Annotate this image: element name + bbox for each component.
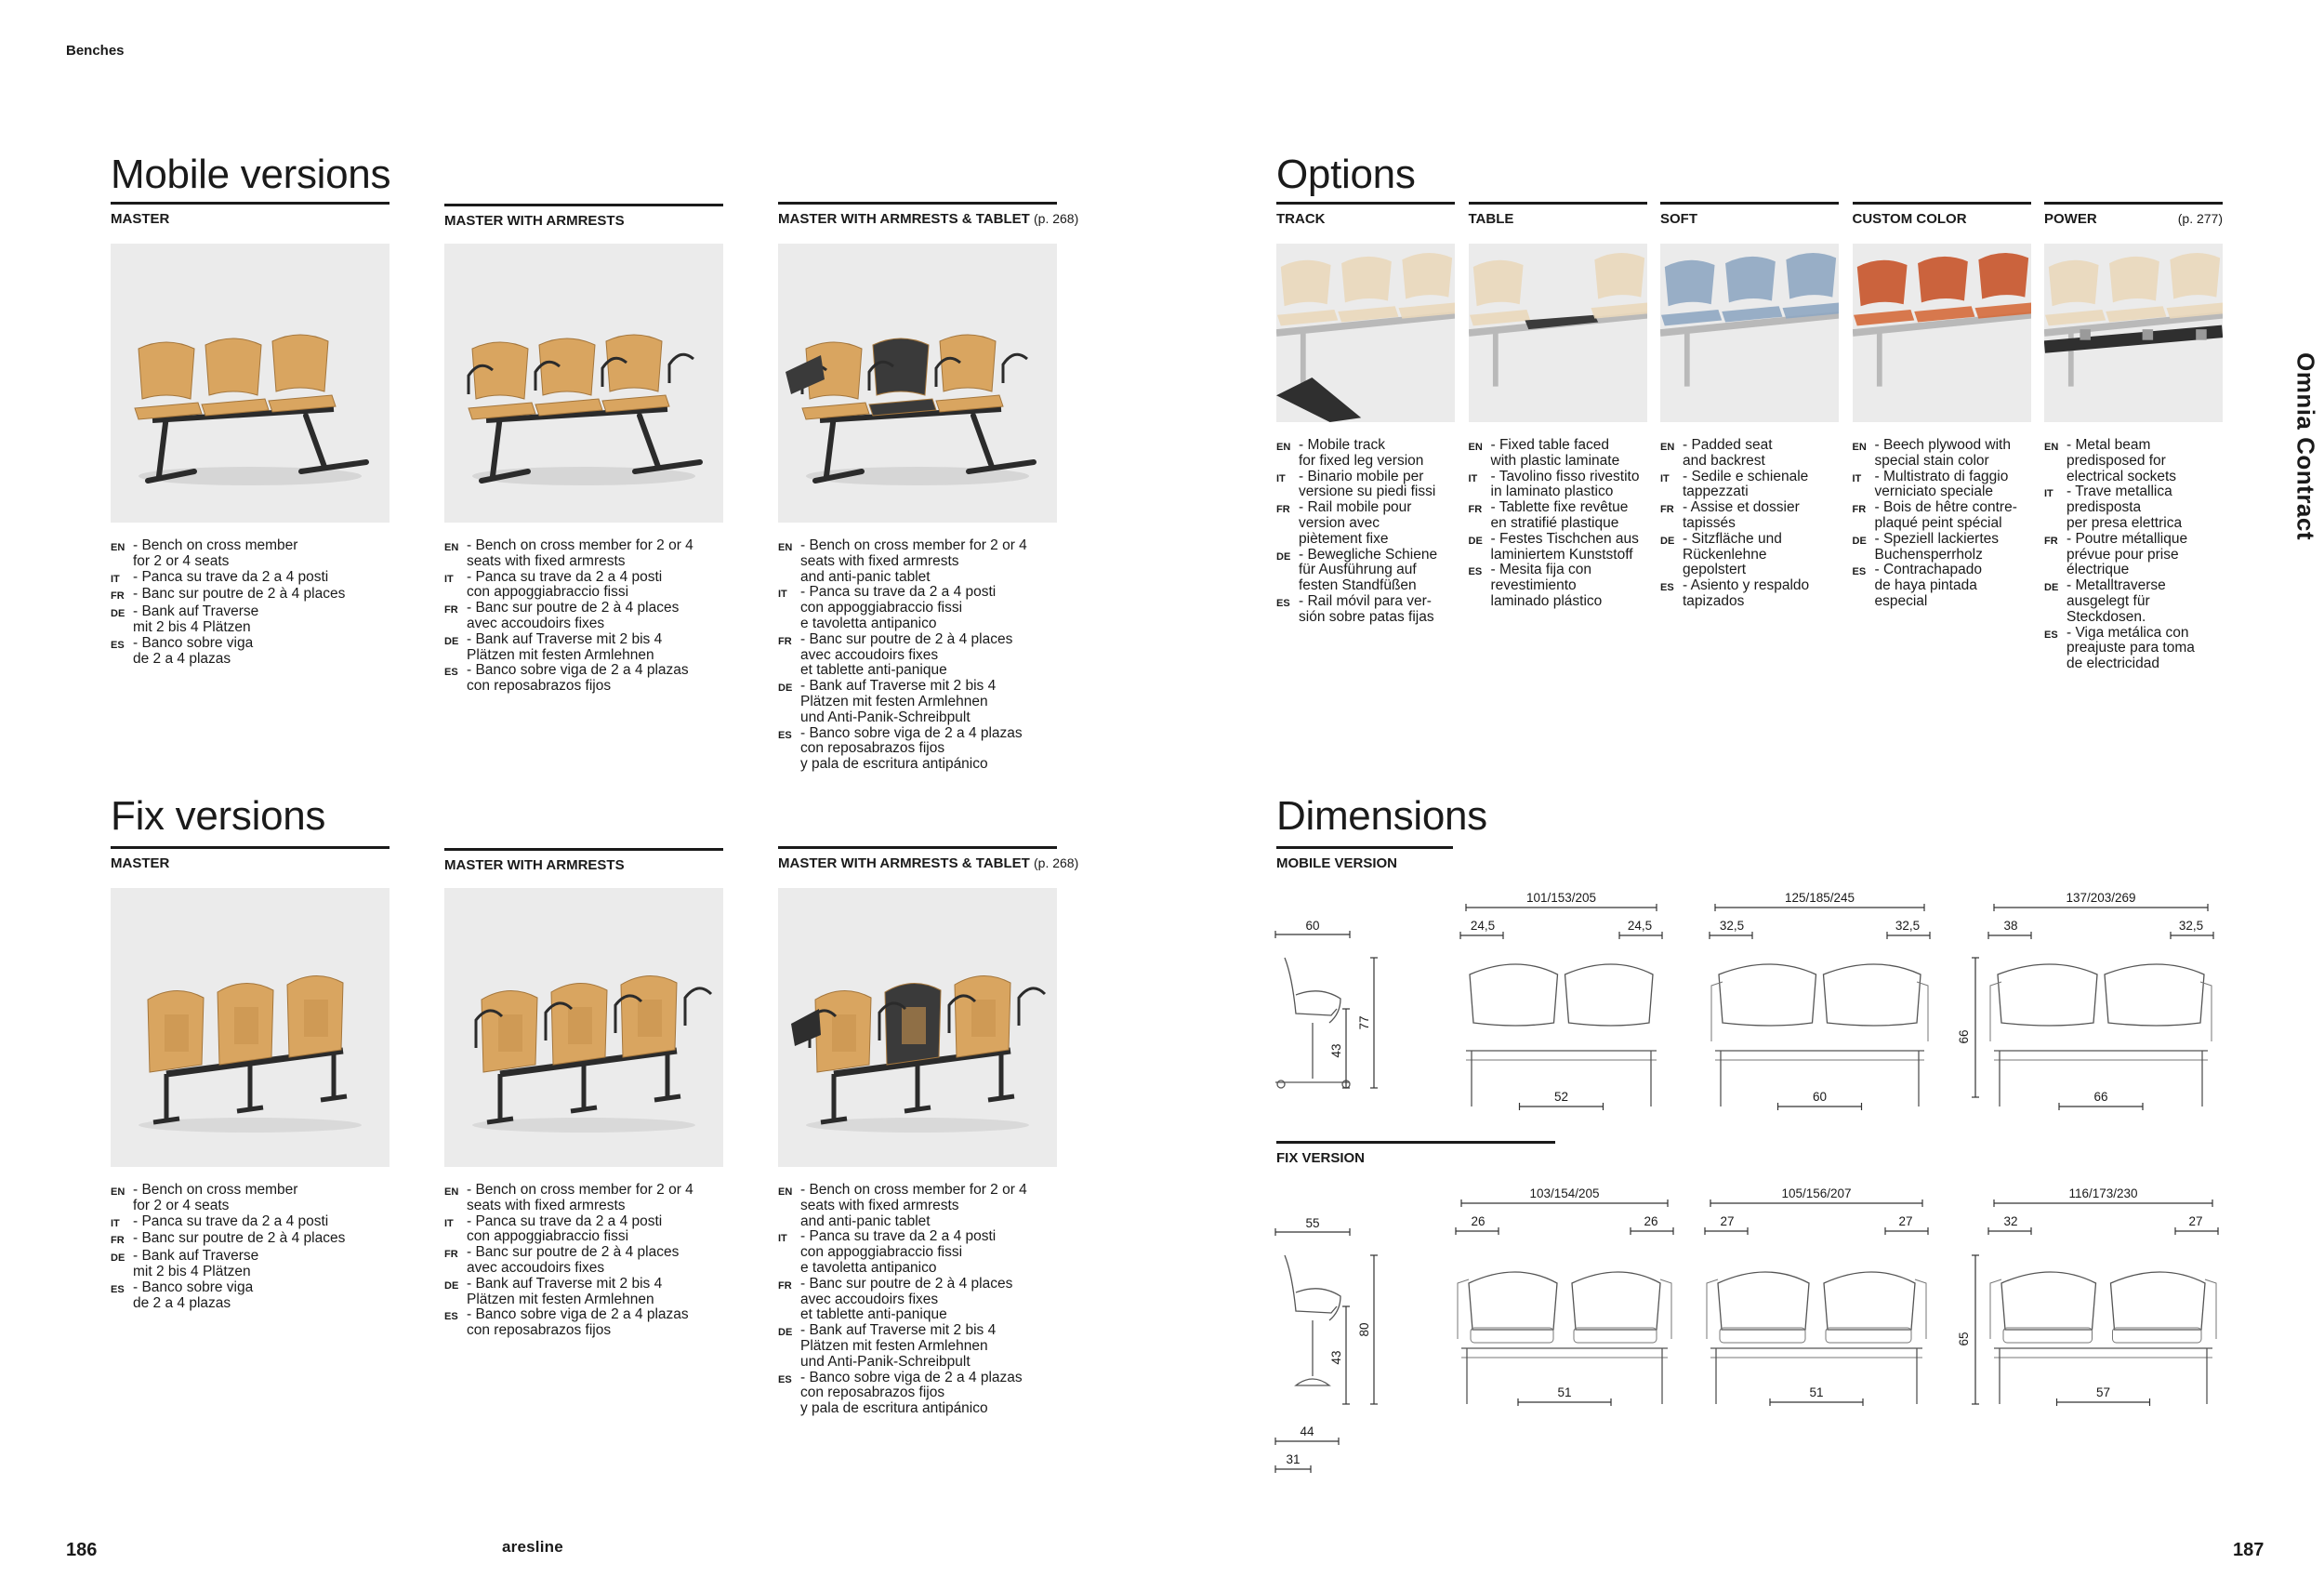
desc-row xyxy=(778,1323,1076,1370)
lang-code: FR xyxy=(1660,504,1674,516)
option-photo xyxy=(1853,244,2031,422)
bench-illustration xyxy=(444,244,723,523)
desc-row xyxy=(111,587,408,604)
lang-code: ES xyxy=(444,1311,458,1323)
desc-row xyxy=(778,1277,1076,1323)
lang-code: FR xyxy=(444,604,458,616)
page-number-right: 187 xyxy=(2233,1540,2265,1560)
dimension-label: 51 xyxy=(1809,1385,1824,1399)
option-illustration xyxy=(1660,244,1839,422)
option-rule xyxy=(1853,202,2031,205)
desc-text: - Contrachapado de haya pintada especial xyxy=(1874,562,1982,609)
desc-text: - Rail móvil para ver- sión sobre patas fijas xyxy=(1299,592,1434,625)
desc-row xyxy=(1660,438,1846,470)
option-description xyxy=(1276,438,1462,626)
lang-code: ES xyxy=(1660,582,1674,594)
desc-row xyxy=(111,636,408,668)
desc-text: - Bench on cross member for 2 or 4 seats with fixed armrests and anti-panic tablet xyxy=(800,537,1027,585)
option-title xyxy=(1660,211,1839,227)
column-rule xyxy=(111,202,390,205)
desc-row xyxy=(778,1183,1076,1229)
option-description xyxy=(2044,438,2230,672)
desc-text: - Festes Tischchen aus laminiertem Kunststoff xyxy=(1490,530,1639,563)
lang-code: ES xyxy=(1276,597,1290,609)
desc-row xyxy=(111,1214,408,1232)
lang-code: FR xyxy=(2044,535,2058,547)
desc-text: - Banc sur poutre de 2 à 4 places avec accoudoirs fixes xyxy=(467,1244,680,1276)
lang-code: FR xyxy=(444,1249,458,1261)
option-illustration xyxy=(1469,244,1647,422)
lang-code: ES xyxy=(1852,566,1867,578)
desc-row xyxy=(111,604,408,636)
dimension-label: 27 xyxy=(1898,1214,1913,1228)
dimension-label: 24,5 xyxy=(1627,919,1653,933)
column-rule xyxy=(444,848,723,851)
column-title xyxy=(778,211,1078,227)
desc-row xyxy=(1276,470,1462,501)
desc-row xyxy=(111,1183,408,1214)
column-rule xyxy=(778,846,1057,849)
product-description xyxy=(778,1183,1076,1417)
desc-text: - Bois de hêtre contre- plaqué peint spécial xyxy=(1874,499,2017,531)
dimension-label: 103/154/205 xyxy=(1529,1186,1600,1200)
desc-row xyxy=(444,1183,742,1214)
lang-code: ES xyxy=(444,667,458,679)
lang-code: EN xyxy=(1660,442,1675,453)
desc-text: - Panca su trave da 2 a 4 posti con appoggiabraccio fissi xyxy=(467,1213,663,1245)
desc-row xyxy=(444,601,742,632)
desc-text: - Bank auf Traverse mit 2 bis 4 Plätzen mit festen Armlehnen xyxy=(467,1275,663,1307)
lang-code: DE xyxy=(444,1279,459,1292)
desc-row xyxy=(2044,578,2230,625)
option-illustration xyxy=(1853,244,2031,422)
desc-row xyxy=(444,570,742,602)
desc-row xyxy=(2044,484,2230,531)
lang-code: FR xyxy=(1276,504,1290,516)
lang-code: IT xyxy=(444,1217,454,1229)
lang-code: IT xyxy=(2044,488,2053,500)
desc-row xyxy=(1660,578,1846,610)
desc-row xyxy=(778,585,1076,631)
lang-code: ES xyxy=(111,639,125,651)
lang-code: ES xyxy=(2044,629,2058,641)
lang-code: ES xyxy=(778,729,792,741)
product-description xyxy=(444,538,742,695)
desc-row xyxy=(444,538,742,570)
dimension-label: 26 xyxy=(1644,1214,1658,1228)
desc-row xyxy=(1276,500,1462,547)
lang-code: FR xyxy=(111,590,125,603)
desc-text: - Banco sobre viga de 2 a 4 plazas con reposabrazos fijos xyxy=(467,662,689,695)
desc-text: - Bank auf Traverse mit 2 bis 4 Plätzen xyxy=(133,603,259,635)
desc-row xyxy=(1276,594,1462,626)
desc-text: - Bench on cross member for 2 or 4 seats with fixed armrests and anti-panic tablet xyxy=(800,1182,1027,1229)
lang-code: IT xyxy=(778,589,787,601)
lang-code: DE xyxy=(111,608,125,620)
product-description xyxy=(111,538,408,667)
lang-code: DE xyxy=(444,635,459,647)
desc-text: - Panca su trave da 2 a 4 posti xyxy=(133,1213,329,1229)
desc-row xyxy=(111,1280,408,1312)
dimension-label: 43 xyxy=(1329,1043,1343,1058)
dimension-label: 80 xyxy=(1357,1322,1371,1337)
desc-row xyxy=(1469,438,1655,470)
page-reference: (p. 268) xyxy=(1034,855,1079,870)
desc-row xyxy=(778,538,1076,585)
desc-text: - Bench on cross member for 2 or 4 seats xyxy=(133,537,298,569)
desc-row xyxy=(444,632,742,664)
column-title xyxy=(111,855,169,871)
lang-code: ES xyxy=(778,1373,792,1385)
dimension-label: 27 xyxy=(1720,1214,1735,1228)
desc-text: - Tablette fixe revêtue en stratifié plastique xyxy=(1490,499,1629,531)
dimension-label: 66 xyxy=(2093,1090,2108,1104)
desc-row xyxy=(778,1229,1076,1276)
bench-illustration xyxy=(778,888,1057,1167)
dimension-label: 24,5 xyxy=(1470,919,1496,933)
dimension-label: 52 xyxy=(1553,1090,1569,1104)
desc-row xyxy=(2044,438,2230,484)
product-photo xyxy=(778,888,1057,1167)
dimension-label: 43 xyxy=(1329,1350,1343,1365)
column-title-text: MASTER WITH ARMRESTS xyxy=(444,857,625,873)
lang-code: EN xyxy=(778,542,793,553)
desc-text: - Mobile track for fixed leg version xyxy=(1299,437,1424,469)
lang-code: EN xyxy=(111,542,125,553)
desc-row xyxy=(1660,470,1846,501)
option-photo xyxy=(1660,244,1839,422)
lang-code: IT xyxy=(111,573,120,585)
column-rule xyxy=(444,204,723,206)
desc-row xyxy=(1469,500,1655,532)
front-view-drawing xyxy=(1458,1272,1671,1404)
column-title-text: MASTER xyxy=(111,855,170,871)
lang-code: DE xyxy=(1276,550,1291,563)
desc-text: - Banc sur poutre de 2 à 4 places xyxy=(133,1230,346,1247)
option-illustration xyxy=(2044,244,2223,422)
dimension-label: 125/185/245 xyxy=(1784,891,1855,905)
desc-text: - Banc sur poutre de 2 à 4 places avec accoudoirs fixes et tablette anti-panique xyxy=(800,1275,1013,1323)
column-rule xyxy=(778,202,1057,205)
desc-row xyxy=(778,1371,1076,1417)
desc-row xyxy=(444,663,742,695)
lang-code: ES xyxy=(111,1283,125,1295)
bench-illustration xyxy=(778,244,1057,523)
lang-code: EN xyxy=(444,542,459,553)
desc-text: - Binario mobile per versione su piedi fissi xyxy=(1299,468,1436,500)
dimensions-heading: Dimensions xyxy=(1276,793,1487,839)
desc-text: - Poutre métallique prévue pour prise électrique xyxy=(2067,530,2188,578)
option-title-text: TRACK xyxy=(1276,211,1326,227)
desc-row xyxy=(1853,532,2039,563)
desc-row xyxy=(1853,470,2039,501)
option-illustration xyxy=(1276,244,1455,422)
front-view-drawing xyxy=(1711,964,1928,1107)
dimension-label: 32,5 xyxy=(1895,919,1921,933)
page-number-left: 186 xyxy=(66,1540,98,1560)
column-title xyxy=(444,213,625,229)
desc-row xyxy=(778,632,1076,679)
desc-text: - Panca su trave da 2 a 4 posti con appoggiabraccio fissi e tavoletta antipanico xyxy=(800,584,997,631)
product-photo xyxy=(778,244,1057,523)
desc-text: - Multistrato di faggio verniciato speciale xyxy=(1874,468,2009,500)
option-description xyxy=(1469,438,1655,610)
option-description xyxy=(1660,438,1846,610)
desc-row xyxy=(1660,532,1846,578)
dimension-label: 105/156/207 xyxy=(1781,1186,1852,1200)
desc-text: - Bank auf Traverse mit 2 bis 4 Plätzen mit festen Armlehnen und Anti-Panik-Schreibpult xyxy=(800,678,997,725)
lang-code: EN xyxy=(778,1186,793,1198)
desc-text: - Bench on cross member for 2 or 4 seats with fixed armrests xyxy=(467,1182,693,1213)
desc-text: - Fixed table faced with plastic laminate xyxy=(1490,437,1620,469)
desc-text: - Banco sobre viga de 2 a 4 plazas xyxy=(133,1279,254,1311)
desc-text: - Sitzfläche und Rückenlehne gepolstert xyxy=(1683,530,1782,578)
lang-code: IT xyxy=(1852,472,1862,484)
desc-text: - Panca su trave da 2 a 4 posti xyxy=(133,568,329,585)
desc-row xyxy=(1853,438,2039,470)
lang-code: EN xyxy=(111,1186,125,1198)
option-rule xyxy=(1469,202,1647,205)
option-title xyxy=(1853,211,2031,227)
desc-text: - Panca su trave da 2 a 4 posti con appoggiabraccio fissi e tavoletta antipanico xyxy=(800,1228,997,1276)
desc-row xyxy=(1853,563,2039,609)
option-rule xyxy=(1276,202,1455,205)
column-title-text: MASTER WITH ARMRESTS & TABLET xyxy=(778,855,1030,871)
bench-illustration xyxy=(111,888,390,1167)
desc-text: - Bank auf Traverse mit 2 bis 4 Plätzen mit festen Armlehnen und Anti-Panik-Schreibpult xyxy=(800,1322,997,1370)
dimension-label: 26 xyxy=(1471,1214,1486,1228)
product-photo xyxy=(444,244,723,523)
option-title-text: TABLE xyxy=(1468,211,1514,227)
lang-code: IT xyxy=(1468,472,1478,484)
desc-text: - Rail mobile pour version avec piètement fixe xyxy=(1299,499,1412,547)
dimension-label: 31 xyxy=(1286,1452,1301,1466)
desc-text: - Trave metallica predisposta per presa elettrica xyxy=(2067,484,2183,531)
desc-text: - Asiento y respaldo tapizados xyxy=(1683,577,1810,609)
desc-row xyxy=(444,1245,742,1277)
bench-illustration xyxy=(111,244,390,523)
desc-row xyxy=(444,1277,742,1308)
product-description xyxy=(444,1183,742,1339)
desc-text: - Banco sobre viga de 2 a 4 plazas con reposabrazos fijos xyxy=(467,1306,689,1339)
dimension-label: 116/173/230 xyxy=(2068,1186,2138,1200)
dimension-label: 66 xyxy=(1957,1029,1971,1044)
desc-row xyxy=(2044,532,2230,578)
dimension-label: 38 xyxy=(2003,919,2018,933)
desc-text: - Metalltraverse ausgelegt für Steckdosen. xyxy=(2067,577,2166,625)
product-photo xyxy=(444,888,723,1167)
lang-code: IT xyxy=(778,1233,787,1245)
option-title-text: CUSTOM COLOR xyxy=(1852,211,1967,227)
dimension-label: 60 xyxy=(1812,1090,1828,1104)
desc-text: - Beech plywood with special stain color xyxy=(1874,437,2011,469)
lang-code: EN xyxy=(1468,442,1483,453)
dimension-label: 55 xyxy=(1305,1216,1320,1230)
desc-row xyxy=(444,1307,742,1339)
lang-code: EN xyxy=(2044,442,2059,453)
column-title-text: MASTER xyxy=(111,211,170,227)
desc-text: - Banc sur poutre de 2 à 4 places xyxy=(133,586,346,603)
page-reference: (p. 277) xyxy=(2177,211,2223,226)
desc-row xyxy=(778,726,1076,773)
dimension-label: 65 xyxy=(1957,1332,1971,1346)
desc-row xyxy=(2044,626,2230,672)
product-description xyxy=(778,538,1076,773)
desc-text: - Banc sur poutre de 2 à 4 places avec accoudoirs fixes xyxy=(467,600,680,631)
column-title xyxy=(778,855,1078,871)
desc-row xyxy=(1276,548,1462,594)
lang-code: FR xyxy=(111,1235,125,1247)
dimensions-rule xyxy=(1276,846,1453,849)
side-view-drawing xyxy=(1275,958,1350,1088)
side-view-drawing xyxy=(1285,1255,1340,1385)
column-title xyxy=(444,857,625,873)
lang-code: EN xyxy=(1276,442,1291,453)
lang-code: DE xyxy=(1852,535,1867,547)
desc-text: - Banco sobre viga de 2 a 4 plazas con reposabrazos fijos y pala de escritura antipánico xyxy=(800,1369,1023,1417)
dimension-label: 44 xyxy=(1300,1425,1314,1438)
dimension-label: 32,5 xyxy=(1719,919,1745,933)
desc-text: - Tavolino fisso rivestito in laminato plastico xyxy=(1490,468,1640,500)
front-view-drawing xyxy=(1990,1272,2216,1404)
dimension-label: 101/153/205 xyxy=(1525,891,1597,905)
desc-text: - Assise et dossier tapissés xyxy=(1683,499,1800,531)
option-description xyxy=(1853,438,2039,610)
lang-code: FR xyxy=(1852,504,1867,516)
option-title xyxy=(1469,211,1647,227)
desc-row xyxy=(111,570,408,588)
lang-code: IT xyxy=(111,1217,120,1229)
desc-row xyxy=(111,538,408,570)
option-rule xyxy=(2044,202,2223,205)
lang-code: DE xyxy=(1468,535,1483,547)
option-title xyxy=(1276,211,1455,227)
dimension-label: 32,5 xyxy=(2178,919,2204,933)
column-title-text: MASTER WITH ARMRESTS & TABLET xyxy=(778,211,1030,227)
desc-row xyxy=(1469,470,1655,501)
desc-text: - Mesita fija con revestimiento laminado plástico xyxy=(1490,562,1603,609)
lang-code: IT xyxy=(1660,472,1670,484)
desc-text: - Bench on cross member for 2 or 4 seats xyxy=(133,1182,298,1213)
desc-text: - Banco sobre viga de 2 a 4 plazas con reposabrazos fijos y pala de escritura antipánico xyxy=(800,724,1023,773)
lang-code: IT xyxy=(444,573,454,585)
desc-row xyxy=(1853,500,2039,532)
options-heading: Options xyxy=(1276,152,1416,197)
section-label: Benches xyxy=(66,43,125,59)
desc-text: - Banco sobre viga de 2 a 4 plazas xyxy=(133,634,254,667)
option-title xyxy=(2044,211,2223,227)
desc-text: - Bank auf Traverse mit 2 bis 4 Plätzen xyxy=(133,1248,259,1279)
desc-row xyxy=(111,1249,408,1280)
column-rule xyxy=(111,846,390,849)
desc-row xyxy=(1276,438,1462,470)
lang-code: EN xyxy=(444,1186,459,1198)
dimension-label: 77 xyxy=(1357,1015,1371,1030)
brand-logo: aresline xyxy=(502,1538,563,1556)
lang-code: DE xyxy=(1660,535,1675,547)
lang-code: DE xyxy=(778,1327,793,1339)
column-title xyxy=(111,211,169,227)
product-photo xyxy=(111,888,390,1167)
product-photo xyxy=(111,244,390,523)
lang-code: DE xyxy=(2044,582,2059,594)
side-title: Omnia Contract xyxy=(2291,351,2320,541)
desc-row xyxy=(1660,500,1846,532)
option-title-text: SOFT xyxy=(1660,211,1697,227)
lang-code: EN xyxy=(1852,442,1867,453)
front-view-drawing xyxy=(1707,1272,1926,1404)
lang-code: IT xyxy=(1276,472,1286,484)
lang-code: DE xyxy=(111,1252,125,1265)
bench-illustration xyxy=(444,888,723,1167)
option-rule xyxy=(1660,202,1839,205)
lang-code: DE xyxy=(778,682,793,695)
desc-text: - Sedile e schienale tappezzati xyxy=(1683,468,1809,500)
front-view-drawing xyxy=(1990,964,2212,1107)
lang-code: FR xyxy=(778,1279,792,1292)
page-reference: (p. 268) xyxy=(1034,211,1079,226)
desc-text: - Bank auf Traverse mit 2 bis 4 Plätzen mit festen Armlehnen xyxy=(467,630,663,663)
dimension-drawings xyxy=(1264,883,2250,1478)
desc-row xyxy=(444,1214,742,1246)
lang-code: FR xyxy=(778,635,792,647)
mobile-version-title: MOBILE VERSION xyxy=(1276,855,1398,871)
dimension-label: 57 xyxy=(2095,1385,2111,1399)
desc-row xyxy=(778,679,1076,725)
desc-text: - Banc sur poutre de 2 à 4 places avec accoudoirs fixes et tablette anti-panique xyxy=(800,630,1013,679)
lang-code: FR xyxy=(1468,504,1483,516)
option-title-text: POWER xyxy=(2044,211,2097,227)
desc-text: - Bewegliche Schiene für Ausführung auf festen Standfüßen xyxy=(1299,546,1438,594)
column-title-text: MASTER WITH ARMRESTS xyxy=(444,213,625,229)
dimension-label: 32 xyxy=(2003,1214,2018,1228)
desc-text: - Panca su trave da 2 a 4 posti con appoggiabraccio fissi xyxy=(467,568,663,601)
front-view-drawing xyxy=(1466,964,1657,1107)
lang-code: ES xyxy=(1468,566,1483,578)
desc-row xyxy=(111,1231,408,1249)
fix-version-title: FIX VERSION xyxy=(1276,1150,1366,1166)
desc-text: - Padded seat and backrest xyxy=(1683,437,1773,469)
option-photo xyxy=(2044,244,2223,422)
desc-row xyxy=(1469,532,1655,563)
desc-text: - Bench on cross member for 2 or 4 seats with fixed armrests xyxy=(467,537,693,569)
dimension-label: 27 xyxy=(2188,1214,2203,1228)
fix-heading: Fix versions xyxy=(111,793,326,839)
dimension-label: 60 xyxy=(1305,919,1320,933)
product-description xyxy=(111,1183,408,1311)
desc-row xyxy=(1469,563,1655,609)
option-photo xyxy=(1469,244,1647,422)
dimension-label: 51 xyxy=(1557,1385,1572,1399)
mobile-heading: Mobile versions xyxy=(111,152,391,197)
option-photo xyxy=(1276,244,1455,422)
dimension-label: 137/203/269 xyxy=(2066,891,2136,905)
desc-text: - Speziell lackiertes Buchensperrholz xyxy=(1874,530,2000,563)
desc-text: - Metal beam predisposed for electrical sockets xyxy=(2067,437,2177,484)
desc-text: - Viga metálica con preajuste para toma de electricidad xyxy=(2067,624,2195,672)
